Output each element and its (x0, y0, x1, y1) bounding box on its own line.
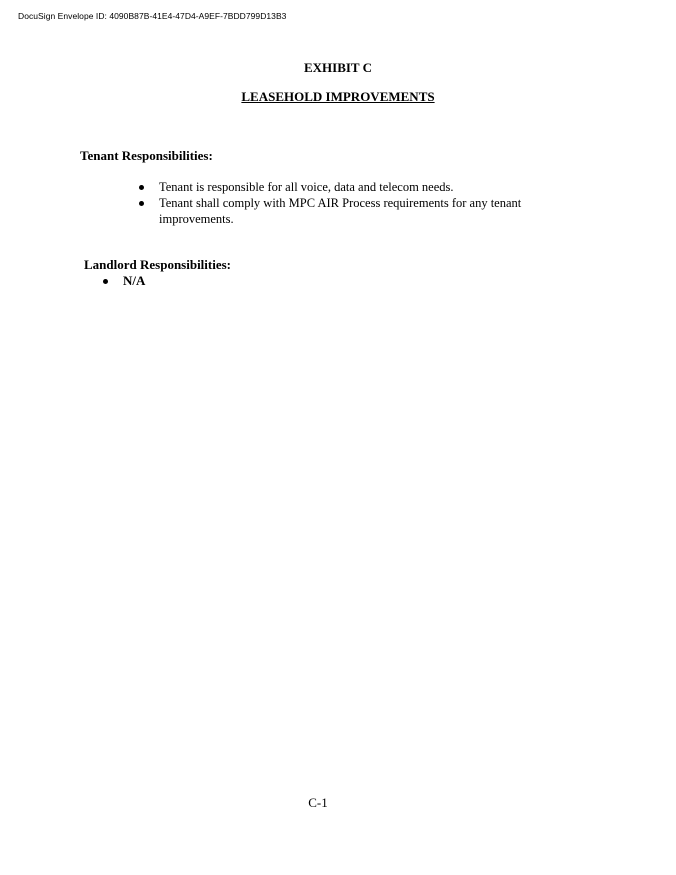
tenant-responsibilities-heading: Tenant Responsibilities: (80, 148, 213, 163)
exhibit-subtitle (0, 89, 676, 105)
bullet-icon (103, 279, 108, 284)
exhibit-title: EXHIBIT C (303, 60, 373, 75)
list-item-text: Tenant is responsible for all voice, data and telecom needs. (159, 180, 454, 194)
bullet-icon (139, 185, 144, 190)
exhibit-subtitle-text: LEASEHOLD IMPROVEMENTS (241, 89, 435, 104)
list-item (139, 179, 559, 195)
page-number: C-1 (308, 795, 328, 810)
tenant-responsibilities-list (139, 179, 559, 227)
list-item-text: N/A (123, 273, 146, 288)
list-item-text: Tenant shall comply with MPC AIR Process requirements for any tenant improvements. (159, 196, 522, 226)
landlord-responsibilities-heading: Landlord Responsibilities: (84, 257, 232, 272)
docusign-envelope-id: DocuSign Envelope ID: 4090B87B-41E4-47D4-A9EF-7BDD799D13B3 (18, 11, 287, 21)
list-item (103, 273, 303, 289)
list-item (139, 195, 559, 227)
bullet-icon (139, 201, 144, 206)
landlord-responsibilities-list (103, 273, 303, 289)
